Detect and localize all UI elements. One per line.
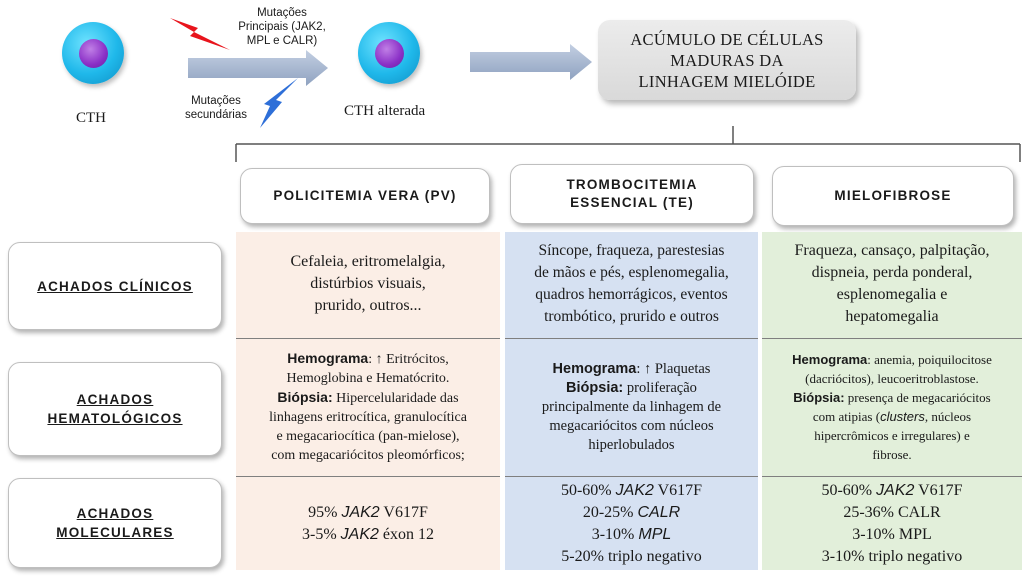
te-mol-gene: CALR — [637, 503, 681, 521]
mf-biopsia-label: Biópsia: — [793, 390, 845, 405]
column-pv — [236, 232, 500, 570]
te-mol-text: 5-20% triplo negativo — [561, 547, 702, 565]
altered-stem-cell-icon — [358, 22, 420, 84]
main-mutations-line2: Principais (JAK2, — [238, 21, 326, 33]
te-biopsia-text: proliferação — [623, 379, 697, 396]
mf-mol-text: V617F — [914, 481, 963, 499]
accumulation-line3: LINHAGEM MIELÓIDE — [638, 71, 816, 91]
secondary-mutations-label — [176, 94, 256, 122]
mf-hemato — [762, 339, 1022, 475]
pv-hemograma-label: Hemograma — [287, 350, 369, 366]
mf-hemato-italic: clusters — [880, 409, 925, 424]
mf-hemato-line: fibrose. — [872, 447, 912, 462]
te-hemato-line: hiperlobulados — [588, 436, 675, 453]
te-hemograma-label: Hemograma — [552, 360, 637, 377]
mf-clinical-line: esplenomegalia e — [836, 286, 948, 303]
pv-molecular — [236, 477, 500, 570]
te-clinical-line: Síncope, fraqueza, parestesias — [538, 242, 725, 259]
pv-clinical — [236, 232, 500, 336]
column-mf — [762, 232, 1022, 570]
te-mol-gene: MPL — [638, 525, 672, 543]
te-hemato-line: megacariócitos com núcleos — [549, 417, 714, 434]
mf-mol-text: 50-60% — [821, 481, 877, 499]
secondary-mutations-line1: Mutações — [191, 95, 241, 107]
mf-hemato-text: com atipias ( — [812, 409, 881, 424]
te-mol-text: V617F — [653, 481, 703, 499]
row-molecular — [8, 478, 222, 568]
row-clinical — [8, 242, 222, 330]
main-mutations-label — [226, 6, 338, 48]
pv-clinical-line: distúrbios visuais, — [310, 275, 426, 292]
te-clinical-line: de mãos e pés, esplenomegalia, — [534, 264, 729, 281]
pv-hemograma-text: : ↑ Eritrócitos, — [368, 352, 449, 367]
header-mf-label: MIELOFIBROSE — [834, 188, 952, 203]
header-mf — [772, 166, 1014, 226]
mf-clinical-line: hepatomegalia — [845, 308, 939, 325]
pv-hemato-line: Hemoglobina e Hematócrito. — [286, 371, 450, 386]
mf-clinical-line: dispneia, perda ponderal, — [811, 264, 973, 281]
te-hemograma-text: : ↑ Plaquetas — [636, 360, 711, 377]
te-clinical-line: trombótico, prurido e outros — [544, 308, 719, 325]
pv-mol-text: 3-5% — [301, 525, 341, 543]
te-mol-gene: JAK2 — [615, 481, 654, 499]
row-hemato-line1: ACHADOS — [76, 392, 154, 407]
normal-stem-cell-icon — [62, 22, 124, 84]
mf-hemato-text: , núcleos — [924, 409, 972, 424]
row-hemato — [8, 362, 222, 456]
pv-hemato-line: linhagens eritrocítica, granulocítica — [269, 410, 467, 425]
mf-hemato-line: (dacriócitos), leucoeritroblastose. — [805, 371, 979, 386]
pv-mol-gene: JAK2 — [340, 525, 379, 543]
pv-mol-text: éxon 12 — [378, 525, 434, 543]
te-clinical-line: quadros hemorrágicos, eventos — [535, 286, 728, 303]
column-te — [505, 232, 758, 570]
mf-clinical-line: Fraqueza, cansaço, palpitação, — [794, 242, 990, 259]
pv-clinical-line: Cefaleia, eritromelalgia, — [290, 253, 446, 270]
mf-mol-text: 3-10% triplo negativo — [821, 547, 963, 565]
te-molecular — [505, 477, 758, 570]
te-mol-text: 3-10% — [591, 525, 639, 543]
te-hemato — [505, 339, 758, 475]
cth-label: CTH — [76, 110, 106, 126]
pv-hemato-line: com megacariócitos pleomórficos; — [271, 448, 465, 463]
pv-hemato-line: e megacariocítica (pan-mielose), — [276, 429, 460, 444]
te-clinical — [505, 232, 758, 336]
pv-mol-gene: JAK2 — [341, 503, 380, 521]
mf-mol-gene: JAK2 — [876, 481, 915, 499]
branch-bracket — [228, 126, 1024, 166]
accumulation-line1: ACÚMULO DE CÉLULAS — [630, 29, 824, 49]
pv-biopsia-text: Hipercelularidade das — [332, 391, 459, 406]
mf-hemograma-text: : anemia, poiquilocitose — [867, 352, 992, 367]
row-molecular-line1: ACHADOS — [76, 506, 154, 521]
pv-mol-text: 95% — [308, 503, 342, 521]
mf-mol-text: 3-10% MPL — [852, 525, 932, 543]
mf-hemograma-label: Hemograma — [792, 352, 868, 367]
main-mutations-line1: Mutações — [257, 7, 307, 19]
pv-hemato — [236, 339, 500, 475]
accumulation-box — [598, 20, 856, 100]
mf-molecular — [762, 477, 1022, 570]
pv-clinical-line: prurido, outros... — [314, 297, 422, 314]
cth-altered-label: CTH alterada — [344, 103, 426, 119]
mf-biopsia-text: presença de megacariócitos — [844, 390, 991, 405]
secondary-mutations-line2: secundárias — [184, 109, 247, 121]
main-mutations-line3: MPL e CALR) — [246, 35, 318, 47]
flow-arrow-2 — [470, 42, 596, 82]
header-pv — [240, 168, 490, 224]
row-clinical-label: ACHADOS CLÍNICOS — [37, 278, 193, 294]
accumulation-line2: MADURAS DA — [670, 50, 784, 70]
header-te-line1: TROMBOCITEMIA — [566, 177, 698, 192]
header-te — [510, 164, 754, 224]
pv-mol-text: V617F — [379, 503, 428, 521]
header-pv-label: POLICITEMIA VERA (PV) — [273, 188, 457, 203]
row-hemato-line2: HEMATOLÓGICOS — [47, 411, 183, 426]
mf-hemato-line: hipercrômicos e irregulares) e — [814, 428, 970, 443]
mf-mol-text: 25-36% CALR — [843, 503, 941, 521]
header-te-line2: ESSENCIAL (TE) — [570, 195, 694, 210]
te-mol-text: 50-60% — [560, 481, 616, 499]
te-mol-text: 20-25% — [582, 503, 638, 521]
mf-clinical — [762, 232, 1022, 336]
te-biopsia-label: Biópsia: — [566, 379, 624, 396]
secondary-mutation-bolt-icon — [256, 76, 302, 132]
pv-biopsia-label: Biópsia: — [277, 389, 333, 405]
te-hemato-line: principalmente da linhagem de — [541, 398, 722, 415]
row-molecular-line2: MOLECULARES — [56, 525, 174, 540]
